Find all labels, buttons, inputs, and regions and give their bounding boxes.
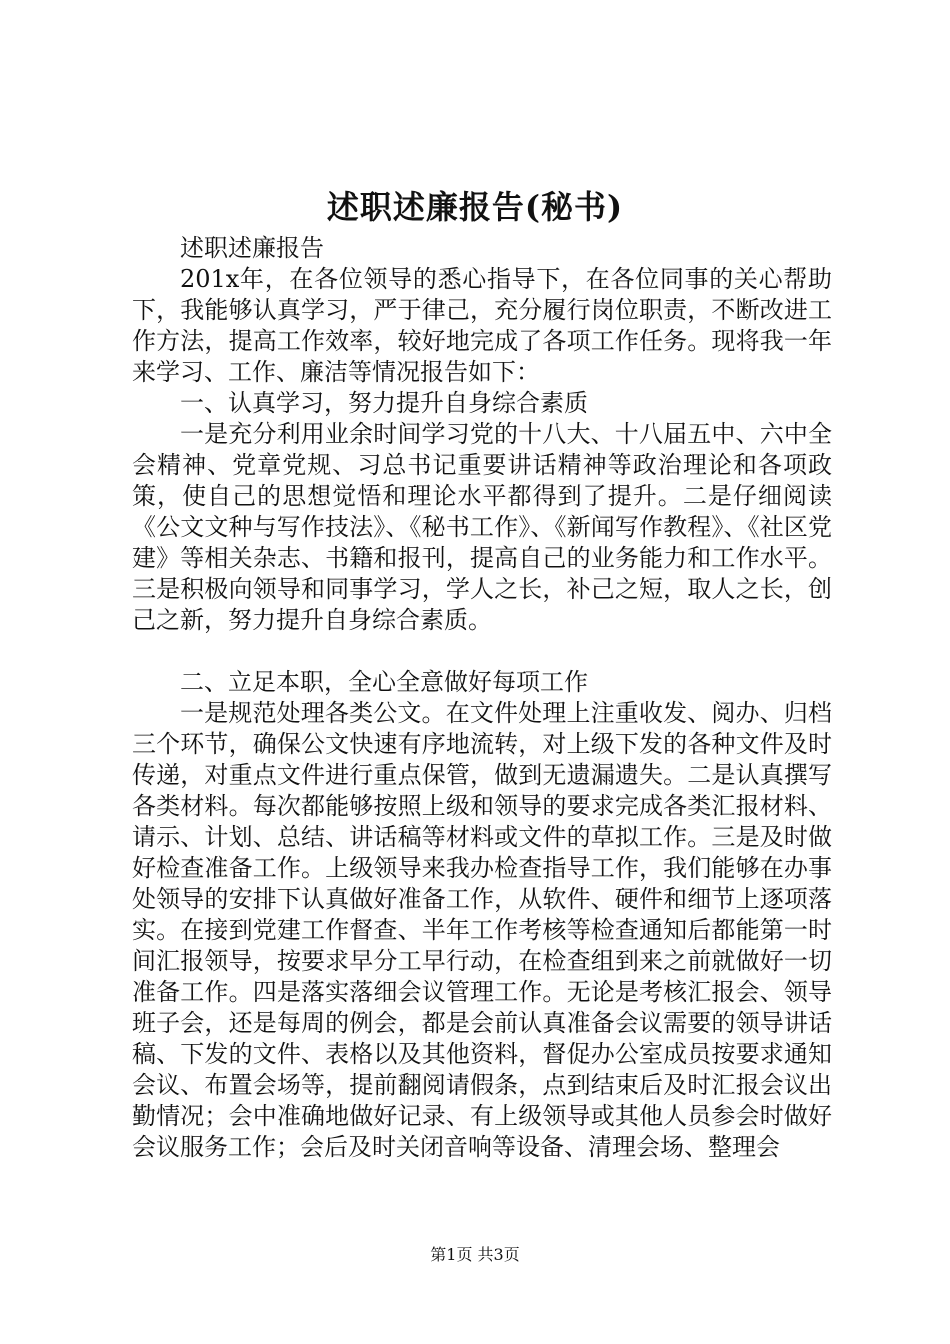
document-title: 述职述廉报告(秘书) bbox=[326, 188, 624, 226]
paragraph-heading: 述职述廉报告 bbox=[180, 234, 324, 262]
paragraph-intro: 201x年，在各位领导的悉心指导下，在各位同事的关心帮助下，我能够认真学习，严于律己，充分履行岗位职责，不断改进工作方法，提高工作效率，较好地完成了各项工作任务。现将我一年来学习、工作、廉洁等情况报告如下： bbox=[132, 265, 832, 386]
page-number-footer: 第1页 共3页 bbox=[430, 1245, 520, 1264]
section-heading-1: 一、认真学习，努力提升自身综合素质 bbox=[180, 389, 588, 417]
section-heading-2: 二、立足本职，全心全意做好每项工作 bbox=[180, 668, 588, 696]
paragraph-section-1: 一是充分利用业余时间学习党的十八大、十八届五中、六中全会精神、党章党规、习总书记重要讲话精神等政治理论和各项政策，使自己的思想觉悟和理论水平都得到了提升。二是仔细阅读《公文文种与写作技法》、《秘书工作》、《新闻写作教程》、《社区党建》等相关杂志、书籍和报刊，提高自己的业务能力和工作水平。三是积极向领导和同事学习，学人之长，补己之短，取人之长，创己之新，努力提升自身综合素质。 bbox=[132, 420, 832, 634]
document-body bbox=[132, 233, 832, 1163]
paragraph-section-2: 一是规范处理各类公文。在文件处理上注重收发、阅办、归档三个环节，确保公文快速有序地流转，对上级下发的各种文件及时传递，对重点文件进行重点保管，做到无遗漏遗失。二是认真撰写各类材料。每次都能够按照上级和领导的要求完成各类汇报材料、请示、计划、总结、讲话稿等材料或文件的草拟工作。三是及时做好检查准备工作。上级领导来我办检查指导工作，我们能够在办事处领导的安排下认真做好准备工作，从软件、硬件和细节上逐项落实。在接到党建工作督查、半年工作考核等检查通知后都能第一时间汇报领导，按要求早分工早行动，在检查组到来之前就做好一切准备工作。四是落实落细会议管理工作。无论是考核汇报会、领导班子会，还是每周的例会，都是会前认真准备会议需要的领导讲话稿、下发的文件、表格以及其他资料，督促办公室成员按要求通知会议、布置会场等，提前翻阅请假条，点到结束后及时汇报会议出勤情况；会中准确地做好记录、有上级领导或其他人员参会时做好会议服务工作；会后及时关闭音响等设备、清理会场、整理会 bbox=[132, 699, 832, 1161]
